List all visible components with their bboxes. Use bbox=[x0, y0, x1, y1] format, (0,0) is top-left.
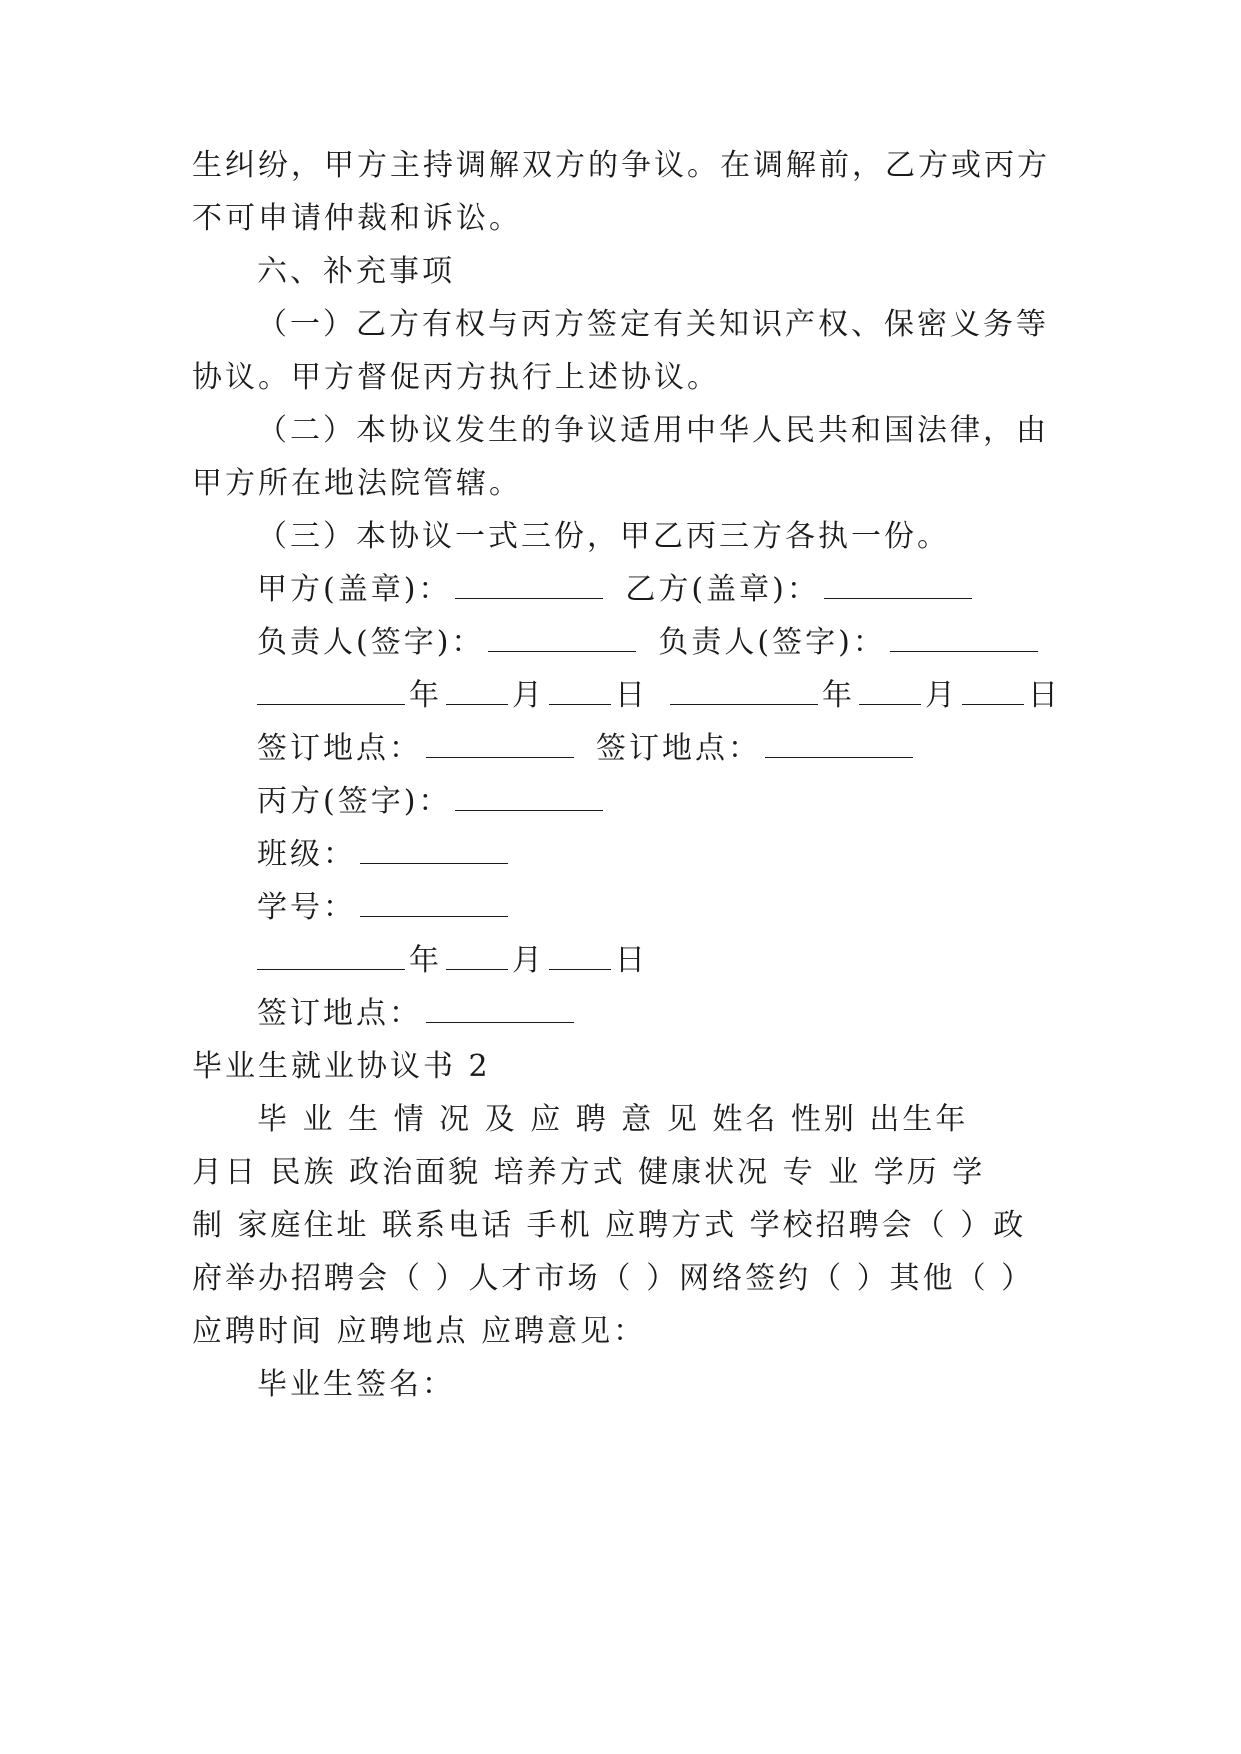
info-line-1: 毕 业 生 情 况 及 应 聘 意 见 姓名 性别 出生年 bbox=[257, 1102, 969, 1137]
responsible-sign-label-2: 负责人(签字)： bbox=[658, 625, 886, 660]
month-label: 月 bbox=[512, 943, 545, 978]
info-line-4: 府举办招聘会（ ）人才市场（ ）网络签约（ ）其他（ ） bbox=[192, 1261, 1035, 1296]
month-blank[interactable] bbox=[446, 680, 508, 705]
month-label: 月 bbox=[512, 678, 545, 713]
seal-row bbox=[257, 561, 976, 619]
paragraph-line: 不可申请仲裁和诉讼。 bbox=[192, 201, 522, 236]
day-blank[interactable] bbox=[962, 680, 1024, 705]
student-id-label: 学号： bbox=[257, 890, 356, 925]
place-blank-3[interactable] bbox=[426, 998, 574, 1023]
class-label: 班级： bbox=[257, 837, 356, 872]
place-blank-1[interactable] bbox=[426, 733, 574, 758]
year-label: 年 bbox=[822, 678, 855, 713]
date-row-single bbox=[257, 932, 648, 990]
place-label-3: 签订地点： bbox=[257, 996, 422, 1031]
party-c-sign-label: 丙方(签字)： bbox=[257, 784, 452, 819]
year-blank[interactable] bbox=[257, 680, 405, 705]
year-label: 年 bbox=[409, 943, 442, 978]
clause-3: （三）本协议一式三份，甲乙丙三方各执一份。 bbox=[257, 519, 950, 554]
place-label-2: 签订地点： bbox=[596, 731, 761, 766]
clause-2: （二）本协议发生的争议适用中华人民共和国法律，由 bbox=[257, 413, 1049, 448]
year-label: 年 bbox=[409, 678, 442, 713]
student-id-row bbox=[257, 879, 512, 937]
party-a-seal-blank[interactable] bbox=[455, 574, 603, 599]
month-blank[interactable] bbox=[859, 680, 921, 705]
place-blank-2[interactable] bbox=[765, 733, 913, 758]
responsible-row bbox=[257, 614, 1042, 672]
party-b-seal-label: 乙方(盖章)： bbox=[625, 572, 820, 607]
date-row bbox=[257, 667, 1061, 725]
section-title: 毕业生就业协议书 2 bbox=[192, 1049, 491, 1084]
info-line-3: 制 家庭住址 联系电话 手机 应聘方式 学校招聘会（ ）政 bbox=[192, 1208, 1027, 1243]
year-blank[interactable] bbox=[670, 680, 818, 705]
place-row bbox=[257, 720, 917, 778]
responsible-sign-label-1: 负责人(签字)： bbox=[257, 625, 485, 660]
day-label: 日 bbox=[1028, 678, 1061, 713]
day-blank[interactable] bbox=[549, 945, 611, 970]
party-b-seal-blank[interactable] bbox=[824, 574, 972, 599]
clause-2-cont: 甲方所在地法院管辖。 bbox=[192, 466, 522, 501]
section-heading: 六、补充事项 bbox=[257, 254, 455, 289]
paragraph-line: 生纠纷，甲方主持调解双方的争议。在调解前，乙方或丙方 bbox=[192, 148, 1050, 183]
responsible-sign-blank-2[interactable] bbox=[890, 627, 1038, 652]
clause-1: （一）乙方有权与丙方签定有关知识产权、保密义务等 bbox=[257, 307, 1049, 342]
info-line-5: 应聘时间 应聘地点 应聘意见： bbox=[192, 1314, 647, 1349]
party-c-sign-blank[interactable] bbox=[455, 786, 603, 811]
info-line-2: 月日 民族 政治面貌 培养方式 健康状况 专 业 学历 学 bbox=[192, 1155, 986, 1190]
responsible-sign-blank-1[interactable] bbox=[488, 627, 636, 652]
clause-1-cont: 协议。甲方督促丙方执行上述协议。 bbox=[192, 360, 720, 395]
place-row-single bbox=[257, 985, 578, 1043]
year-blank[interactable] bbox=[257, 945, 405, 970]
month-label: 月 bbox=[925, 678, 958, 713]
day-label: 日 bbox=[615, 943, 648, 978]
place-label-1: 签订地点： bbox=[257, 731, 422, 766]
party-c-row bbox=[257, 773, 607, 831]
student-id-blank[interactable] bbox=[360, 892, 508, 917]
day-blank[interactable] bbox=[549, 680, 611, 705]
party-a-seal-label: 甲方(盖章)： bbox=[257, 572, 452, 607]
day-label: 日 bbox=[615, 678, 648, 713]
month-blank[interactable] bbox=[446, 945, 508, 970]
graduate-sign-label: 毕业生签名： bbox=[257, 1367, 455, 1402]
class-blank[interactable] bbox=[360, 839, 508, 864]
class-row bbox=[257, 826, 512, 884]
